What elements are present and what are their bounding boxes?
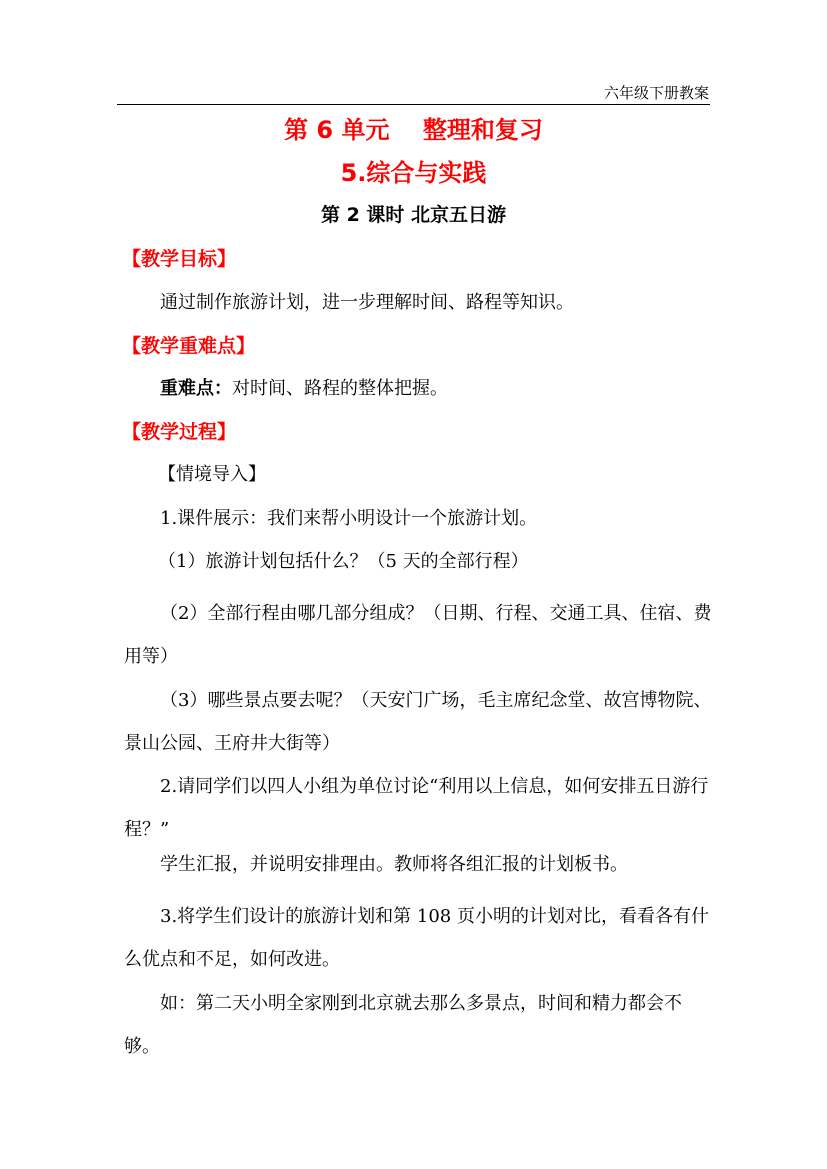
section-title: 5.综合与实践 (340, 159, 487, 187)
objective-heading: 【教学目标】 (122, 248, 237, 270)
keypoints-label: 重难点： (160, 378, 232, 399)
report-text: 学生汇报，并说明安排理由。教师将各组汇报的计划板书。 (160, 854, 628, 875)
page-header: 六年级下册教案 (603, 84, 709, 102)
process-heading: 【教学过程】 (122, 421, 237, 443)
question-2: （2）全部行程由哪几部分组成？（日期、行程、交通工具、住宿、费用等） (124, 603, 712, 667)
keypoints-paragraph (124, 376, 714, 402)
question-1: （1）旅游计划包括什么？（5 天的全部行程） (158, 551, 529, 572)
keypoints-heading: 【教学重难点】 (122, 335, 256, 357)
intro-heading: 【情境导入】 (158, 464, 266, 485)
keypoints-text: 对时间、路程的整体把握。 (232, 378, 448, 399)
step-1: 1.课件展示：我们来帮小明设计一个旅游计划。 (160, 508, 538, 529)
unit-title: 第 6 单元 整理和复习 (284, 116, 543, 144)
question-3: （3）哪些景点要去呢？（天安门广场，毛主席纪念堂、故宫博物院、景山公园、王府井大街等） (124, 690, 712, 754)
example-text: 如：第二天小明全家刚到北京就去那么多景点，时间和精力都会不够。 (124, 993, 682, 1057)
step-3: 3.将学生们设计的旅游计划和第 108 页小明的计划对比，看看各有什么优点和不足，如何改进。 (124, 906, 709, 970)
header-rule (117, 104, 710, 105)
step-2: 2.请同学们以四人小组为单位讨论“利用以上信息，如何安排五日游行程？” (124, 776, 709, 840)
objective-text: 通过制作旅游计划，进一步理解时间、路程等知识。 (160, 292, 574, 313)
lesson-title: 第 2 课时 北京五日游 (320, 204, 507, 226)
